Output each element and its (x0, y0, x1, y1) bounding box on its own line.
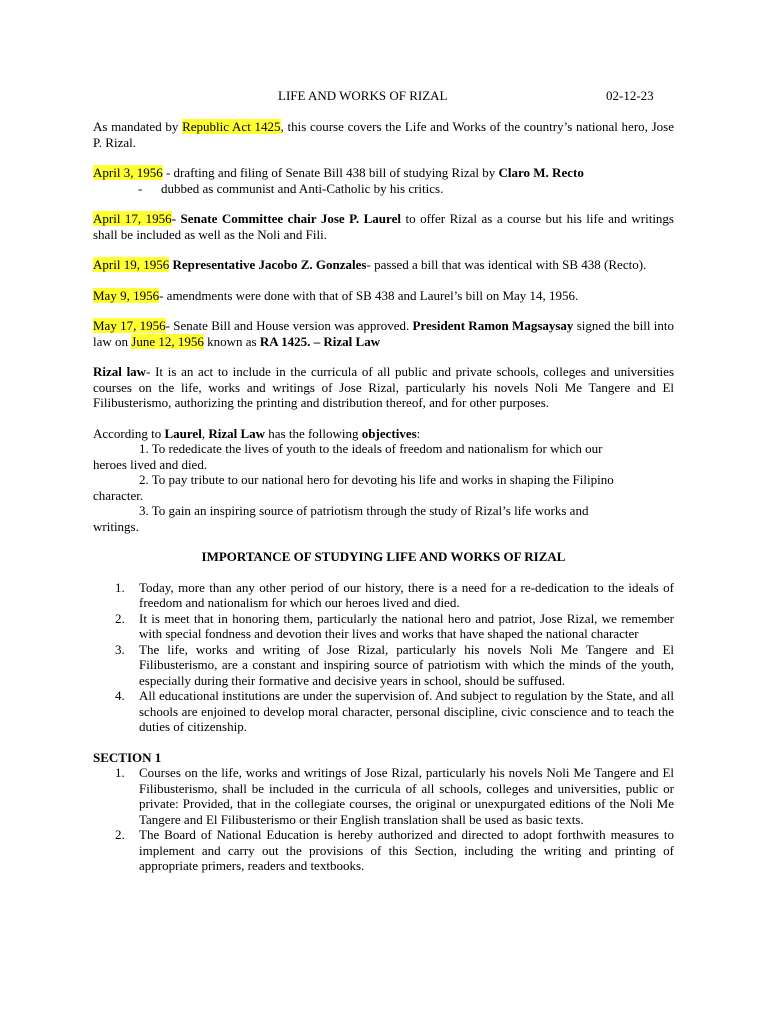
objective-item: 2. To pay tribute to our national hero for devoting his life and works in shaping the Filipino character. (93, 472, 614, 503)
list-item: 1. Courses on the life, works and writings of Jose Rizal, particularly his novels Noli Me Tangere and El Filibusterismo, shall be included in the curricula of all schools, colleges and universities, public or private: Provided, that in the collegiate courses, the original or unexpurgated editions of the Noli Me Tangere and El Filibusterismo or their English translation shall be used as basic texts. (115, 765, 674, 827)
event-april-17: April 17, 1956- Senate Committee chair Jose P. Laurel to offer Rizal as a course but his life and writings shall be included as well as the Noli and Fili. (93, 211, 674, 242)
list-item: 1. Today, more than any other period of our history, there is a need for a re-dedication to the ideals of freedom and nationalism for which our heroes lived and died. (115, 579, 674, 610)
importance-heading: IMPORTANCE OF STUDYING LIFE AND WORKS OF RIZAL (201, 549, 566, 564)
document-page (93, 88, 674, 874)
document-date: 02-12-23 (606, 88, 654, 103)
highlight-republic-act: Republic Act 1425 (182, 119, 281, 134)
objective-item: 3. To gain an inspiring source of patriotism through the study of Rizal’s life works and writings. (93, 503, 589, 534)
event-april-3-note: - dubbed as communist and Anti-Catholic by his critics. (138, 180, 444, 196)
objective-item: 1. To rededicate the lives of youth to the ideals of freedom and nationalism for which our heroes lived and died. (93, 441, 603, 472)
list-item: 3. The life, works and writing of Jose Rizal, particularly his novels Noli Me Tangere and El Filibusterismo, are a constant and inspiring source of patriotism with which the minds of the youth, especially during their formative and decisive years in school, should be suffused. (115, 641, 674, 688)
highlight-date: May 9, 1956 (93, 287, 160, 303)
highlight-date: June 12, 1956 (131, 333, 204, 349)
section-1-heading: SECTION 1 (93, 749, 162, 765)
importance-list (93, 580, 674, 735)
objectives-intro: According to Laurel, Rizal Law has the following objectives: (93, 425, 421, 441)
event-april-3: April 3, 1956 - drafting and filing of Senate Bill 438 bill of studying Rizal by Claro M. Recto (93, 165, 584, 180)
section-1-list (93, 765, 674, 874)
highlight-date: April 3, 1956 (93, 165, 163, 180)
highlight-date: April 17, 1956 (93, 211, 172, 226)
rizal-law-definition: Rizal law- It is an act to include in the curricula of all public and private schools, colleges and universities courses on the life, works and writings of Jose Rizal, particularly his novels Noli Me Tangere and El Filibusterismo, authorizing the printing and distribution thereof, and for other purposes. (93, 364, 674, 410)
highlight-date: May 17, 1956 (93, 318, 166, 333)
list-item: 4. All educational institutions are under the supervision of. And subject to regulation by the State, and all schools are enjoined to develop moral character, personal discipline, civic conscience and to teach the duties of citizenship. (115, 688, 674, 734)
document-title: LIFE AND WORKS OF RIZAL (278, 88, 448, 103)
event-may-17: May 17, 1956- Senate Bill and House version was approved. President Ramon Magsaysay signed the bill into law on June 12, 1956 known as RA 1425. – Rizal Law (93, 318, 674, 349)
highlight-date: April 19, 1956 (93, 257, 170, 272)
event-may-9: May 9, 1956- amendments were done with that of SB 438 and Laurel’s bill on May 14, 1956. (93, 287, 579, 303)
header (93, 88, 674, 104)
event-april-19: April 19, 1956 Representative Jacobo Z. Gonzales- passed a bill that was identical with SB 438 (Recto). (93, 257, 647, 272)
list-item: 2. The Board of National Education is hereby authorized and directed to adopt forthwith measures to implement and carry out the provisions of this Section, including the writing and printing of appropriate primers, readers and textbooks. (115, 827, 674, 873)
intro-paragraph: As mandated by Republic Act 1425, this course covers the Life and Works of the country’s national hero, Jose P. Rizal. (93, 119, 674, 150)
list-item: 2. It is meet that in honoring them, particularly the national hero and patriot, Jose Rizal, we remember with special fondness and devotion their lives and works that have shaped the national character (115, 610, 674, 641)
